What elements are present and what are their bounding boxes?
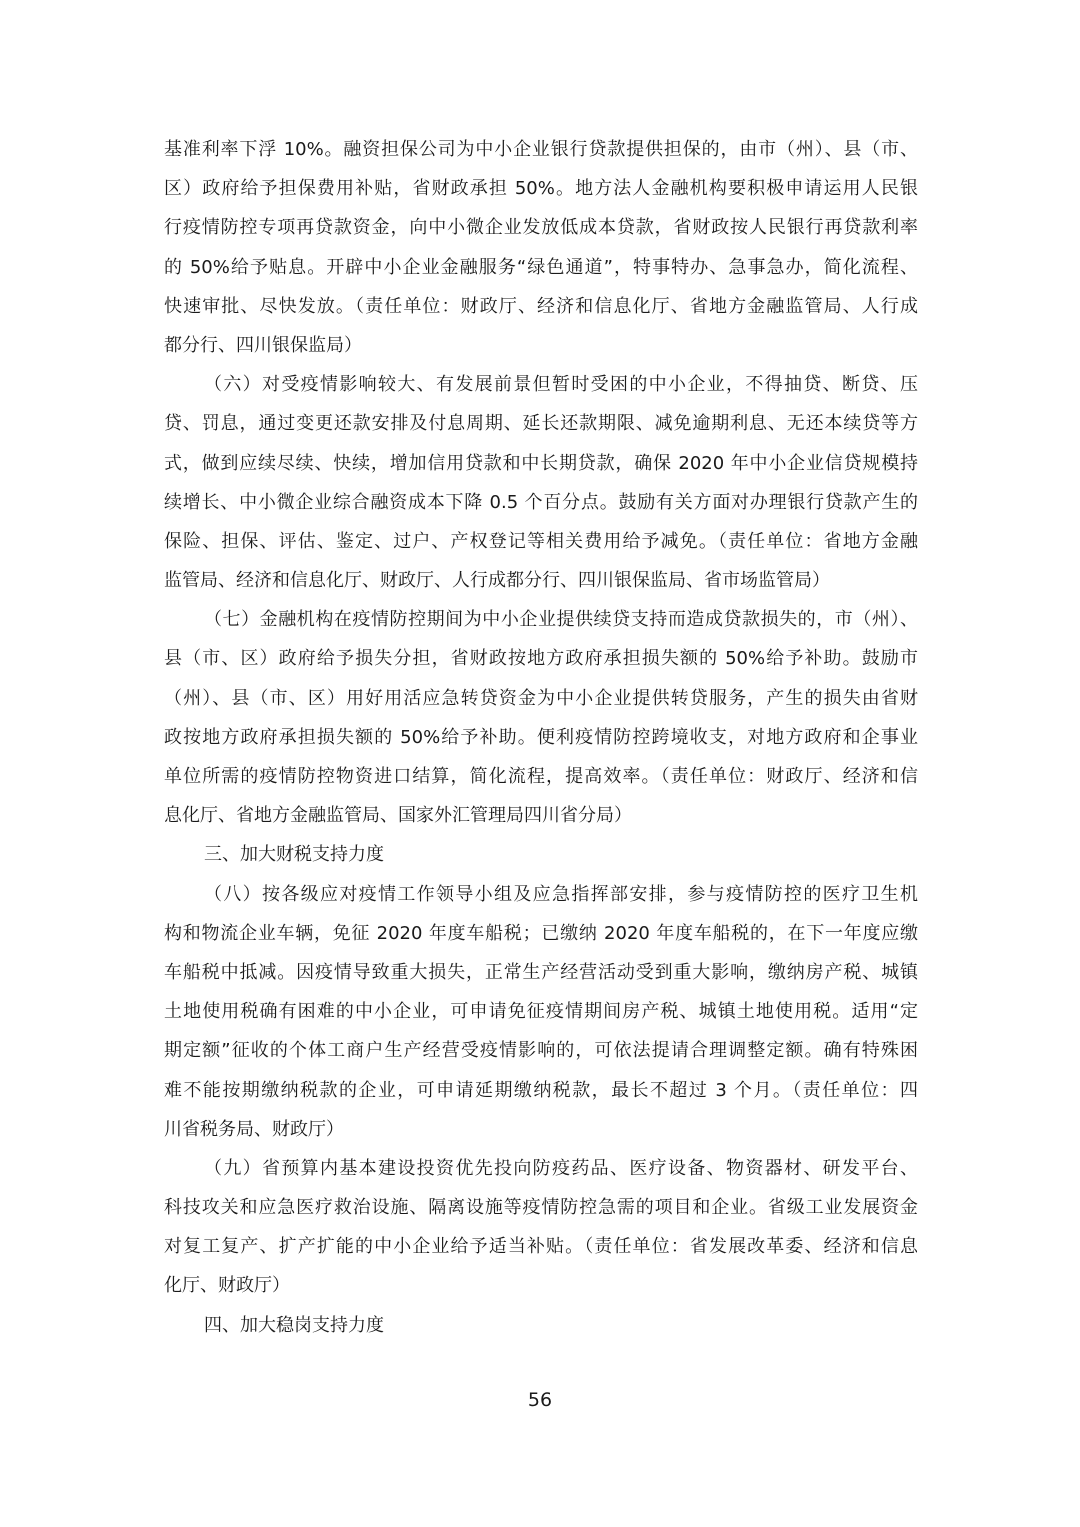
text-line: 保险、担保、评估、鉴定、过户、产权登记等相关费用给予减免。（责任单位：省地方金融 bbox=[164, 530, 918, 552]
text-line: 式，做到应续尽续、快续，增加信用贷款和中长期贷款，确保 2020 年中小企业信贷规模持 bbox=[164, 452, 918, 474]
paragraph-seven-start: （七）金融机构在疫情防控期间为中小企业提供续贷支持而造成贷款损失的，市（州）、 bbox=[204, 609, 918, 631]
text-line: 车船税中抵减。因疫情导致重大损失，正常生产经营活动受到重大影响，缴纳房产税、城镇 bbox=[164, 961, 918, 983]
text-line: 的 50%给予贴息。开辟中小企业金融服务“绿色通道”，特事特办、急事急办，简化流程、 bbox=[164, 256, 918, 278]
text-line: 土地使用税确有困难的中小企业，可申请免征疫情期间房产税、城镇土地使用税。适用“定 bbox=[164, 1001, 918, 1023]
page-number: 56 bbox=[527, 1389, 553, 1411]
text-line: 构和物流企业车辆，免征 2020 年度车船税；已缴纳 2020 年度车船税的，在下一年度应缴 bbox=[164, 922, 918, 944]
section-heading-jobs: 四、加大稳岗支持力度 bbox=[204, 1314, 384, 1336]
text-line: 息化厅、省地方金融监管局、国家外汇管理局四川省分局） bbox=[164, 805, 632, 827]
text-line: 难不能按期缴纳税款的企业，可申请延期缴纳税款，最长不超过 3 个月。（责任单位：四 bbox=[164, 1079, 918, 1101]
text-line: 对复工复产、扩产扩能的中小企业给予适当补贴。（责任单位：省发展改革委、经济和信息 bbox=[164, 1236, 918, 1258]
text-line: 川省税务局、财政厅） bbox=[164, 1118, 344, 1140]
text-line: 化厅、财政厅） bbox=[164, 1275, 290, 1297]
text-line: （州）、县（市、区）用好用活应急转贷资金为中小企业提供转贷服务，产生的损失由省财 bbox=[164, 687, 918, 709]
text-line: 监管局、经济和信息化厅、财政厅、人行成都分行、四川银保监局、省市场监管局） bbox=[164, 570, 830, 592]
paragraph-eight-start: （八）按各级应对疫情工作领导小组及应急指挥部安排，参与疫情防控的医疗卫生机 bbox=[204, 883, 918, 905]
text-line: 县（市、区）政府给予损失分担，省财政按地方政府承担损失额的 50%给予补助。鼓励市 bbox=[164, 648, 918, 670]
text-line: 都分行、四川银保监局） bbox=[164, 334, 362, 356]
text-line: 快速审批、尽快发放。（责任单位：财政厅、经济和信息化厅、省地方金融监管局、人行成 bbox=[164, 295, 918, 317]
text-line: 基准利率下浮 10%。融资担保公司为中小企业银行贷款提供担保的，由市（州）、县（市、 bbox=[164, 139, 918, 160]
paragraph-nine-start: （九）省预算内基本建设投资优先投向防疫药品、医疗设备、物资器材、研发平台、 bbox=[204, 1157, 918, 1179]
paragraph-six-start: （六）对受疫情影响较大、有发展前景但暂时受困的中小企业，不得抽贷、断贷、压 bbox=[204, 374, 918, 396]
text-line: 科技攻关和应急医疗救治设施、隔离设施等疫情防控急需的项目和企业。省级工业发展资金 bbox=[164, 1197, 918, 1219]
text-line: 政按地方政府承担损失额的 50%给予补助。便利疫情防控跨境收支，对地方政府和企事业 bbox=[164, 726, 918, 748]
section-heading-tax: 三、加大财税支持力度 bbox=[204, 844, 384, 866]
text-line: 行疫情防控专项再贷款资金，向中小微企业发放低成本贷款，省财政按人民银行再贷款利率 bbox=[164, 217, 918, 239]
text-line: 区）政府给予担保费用补贴，省财政承担 50%。地方法人金融机构要积极申请运用人民银 bbox=[164, 178, 918, 200]
text-line: 单位所需的疫情防控物资进口结算，简化流程，提高效率。（责任单位：财政厅、经济和信 bbox=[164, 766, 918, 787]
document-body bbox=[164, 130, 918, 1345]
text-line: 贷、罚息，通过变更还款安排及付息周期、延长还款期限、减免逾期利息、无还本续贷等方 bbox=[164, 413, 918, 435]
text-line: 续增长、中小微企业综合融资成本下降 0.5 个百分点。鼓励有关方面对办理银行贷款产生的 bbox=[164, 491, 918, 513]
text-line: 期定额”征收的个体工商户生产经营受疫情影响的，可依法提请合理调整定额。确有特殊困 bbox=[164, 1040, 918, 1062]
